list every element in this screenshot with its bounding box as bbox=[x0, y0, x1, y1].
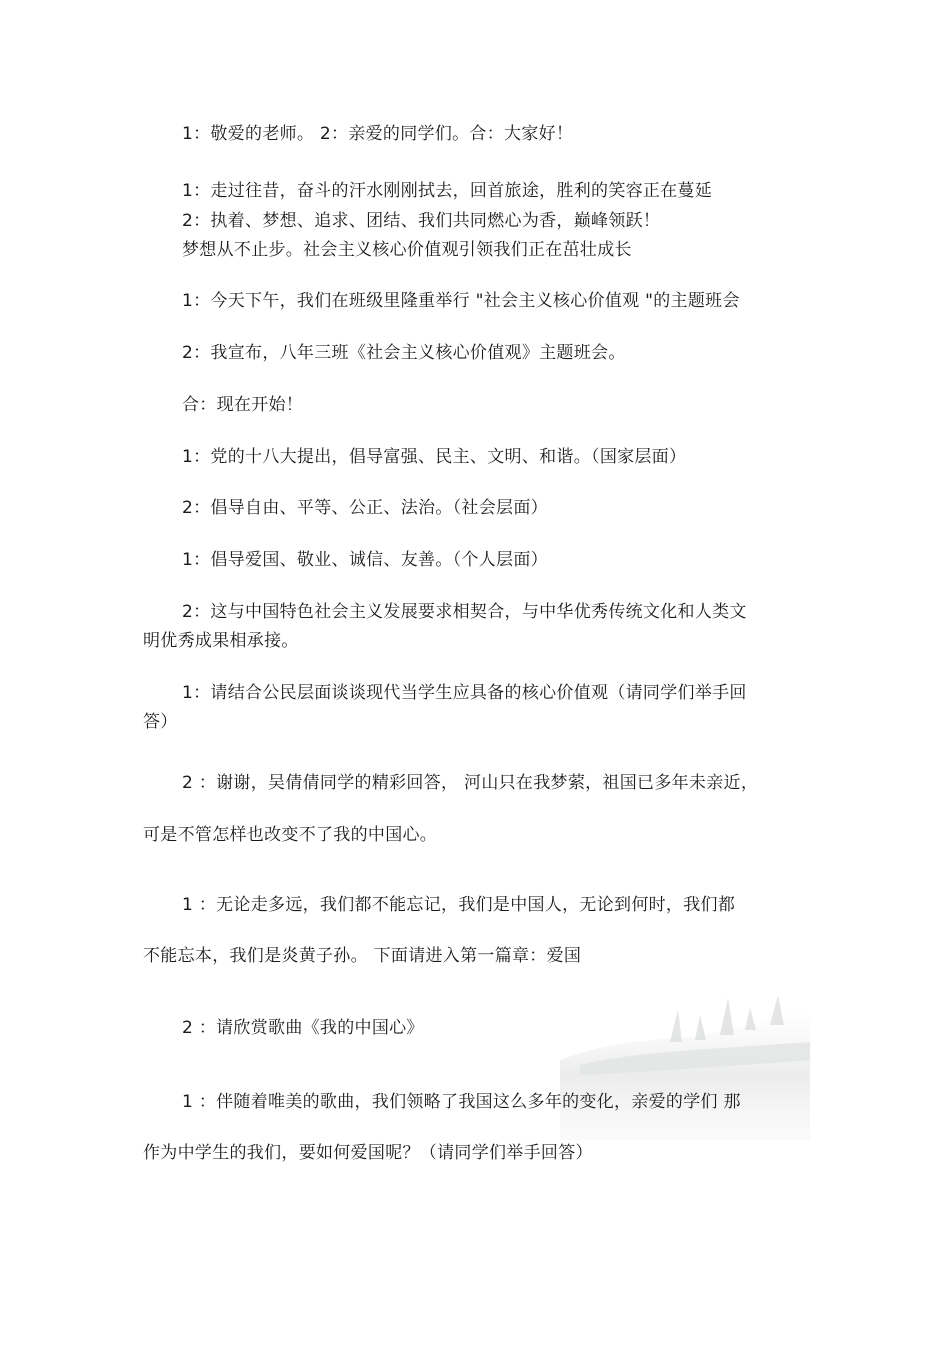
line-announce: 2：我宣布，八年三班《社会主义核心价值观》主题班会。 bbox=[182, 343, 626, 363]
line-thanks-2: 可是不管怎样也改变不了我的中国心。 bbox=[143, 825, 438, 845]
line-question-1: 1：请结合公民层面谈谈现代当学生应具备的核心价值观（请同学们举手回 bbox=[182, 683, 747, 703]
line-national: 1：党的十八大提出，倡导富强、民主、文明、和谐。（国家层面） bbox=[182, 447, 687, 467]
line-love-country-2: 作为中学生的我们，要如何爱国呢？（请同学们举手回答） bbox=[143, 1143, 593, 1163]
watermark-fragment bbox=[268, 262, 270, 273]
background-landscape-watermark bbox=[560, 990, 810, 1160]
line-love-country-1: 1 ：伴随着唯美的歌曲，我们领略了我国这么多年的变化，亲爱的学们 那 bbox=[182, 1092, 741, 1112]
line-dream: 2：执着、梦想、追求、团结、我们共同燃心为香，巅峰领跃！ bbox=[182, 211, 661, 231]
line-never-forget-2: 不能忘本，我们是炎黄子孙。 下面请进入第一篇章：爱国 bbox=[143, 946, 582, 966]
line-hold: 1：今天下午，我们在班级里隆重举行 "社会主义核心价值观 "的主题班会 bbox=[182, 291, 740, 311]
line-grow: 梦想从不止步。社会主义核心价值观引领我们正在茁壮成长 bbox=[182, 240, 632, 260]
line-song: 2 ：请欣赏歌曲《我的中国心》 bbox=[182, 1018, 424, 1038]
line-recall: 1：走过往昔，奋斗的汗水刚刚拭去，回首旅途，胜利的笑容正在蔓延 bbox=[182, 181, 713, 201]
line-personal: 1：倡导爱国、敬业、诚信、友善。（个人层面） bbox=[182, 550, 548, 570]
line-social: 2：倡导自由、平等、公正、法治。（社会层面） bbox=[182, 498, 548, 518]
line-greeting: 1：敬爱的老师。 2：亲爱的同学们。合：大家好！ bbox=[182, 124, 574, 144]
line-thanks-1: 2 ：谢谢，吴倩倩同学的精彩回答， 河山只在我梦萦，祖国已多年未亲近， bbox=[182, 773, 759, 793]
line-never-forget-1: 1 ：无论走多远，我们都不能忘记，我们是中国人，无论到何时，我们都 bbox=[182, 895, 736, 915]
line-consistent-1: 2：这与中国特色社会主义发展要求相契合，与中华优秀传统文化和人类文 bbox=[182, 602, 747, 622]
line-question-2: 答） bbox=[143, 712, 178, 732]
line-begin: 合：现在开始！ bbox=[182, 395, 304, 415]
line-consistent-2: 明优秀成果相承接。 bbox=[143, 631, 299, 651]
